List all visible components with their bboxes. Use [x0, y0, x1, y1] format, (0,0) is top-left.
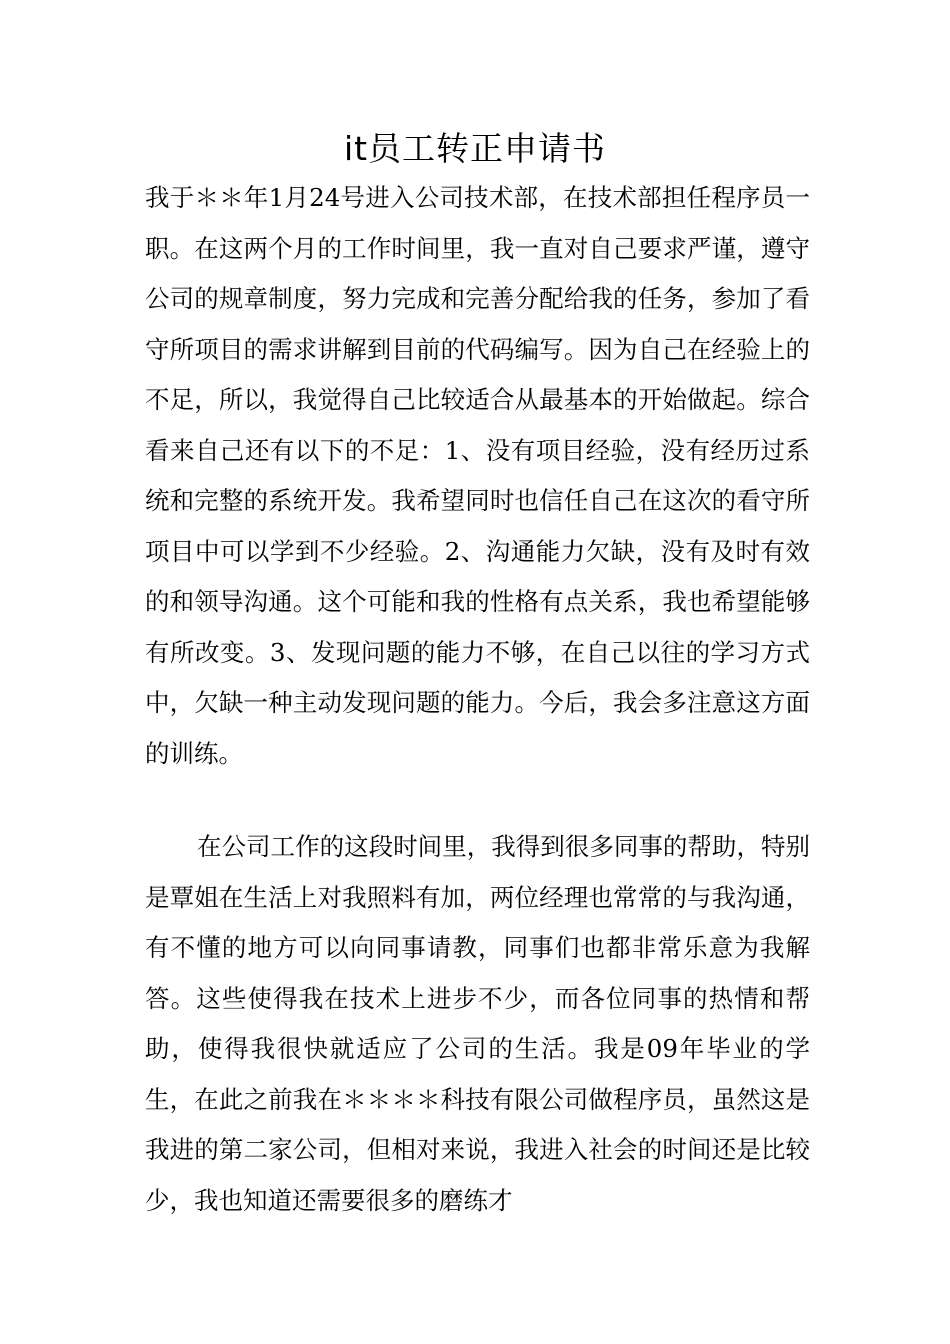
paragraph-2: 在公司工作的这段时间里，我得到很多同事的帮助，特别是覃姐在生活上对我照料有加，两位经理也常常的与我沟通，有不懂的地方可以向同事请教，同事们也都非常乐意为我解答。这些使得我在技术上进步不少，而各位同事的热情和帮助，使得我很快就适应了公司的生活。我是09年毕业的学生，在此之前我在＊＊＊＊科技有限公司做程序员，虽然这是我进的第二家公司，但相对来说，我进入社会的时间还是比较少，我也知道还需要很多的磨练才 — [145, 832, 810, 1215]
paragraph-1: 我于＊＊年1月24号进入公司技术部，在技术部担任程序员一职。在这两个月的工作时间里，我一直对自己要求严谨，遵守公司的规章制度，努力完成和完善分配给我的任务，参加了看守所项目的需求讲解到目前的代码编写。因为自己在经验上的不足，所以，我觉得自己比较适合从最基本的开始做起。综合看来自己还有以下的不足：1、没有项目经验，没有经历过系统和完整的系统开发。我希望同时也信任自己在这次的看守所项目中可以学到不少经验。2、沟通能力欠缺，没有及时有效的和领导沟通。这个可能和我的性格有点关系，我也希望能够有所改变。3、发现问题的能力不够，在自己以往的学习方式中，欠缺一种主动发现问题的能力。今后，我会多注意这方面的训练。 — [145, 183, 810, 768]
document-title: it员工转正申请书 — [343, 129, 607, 168]
